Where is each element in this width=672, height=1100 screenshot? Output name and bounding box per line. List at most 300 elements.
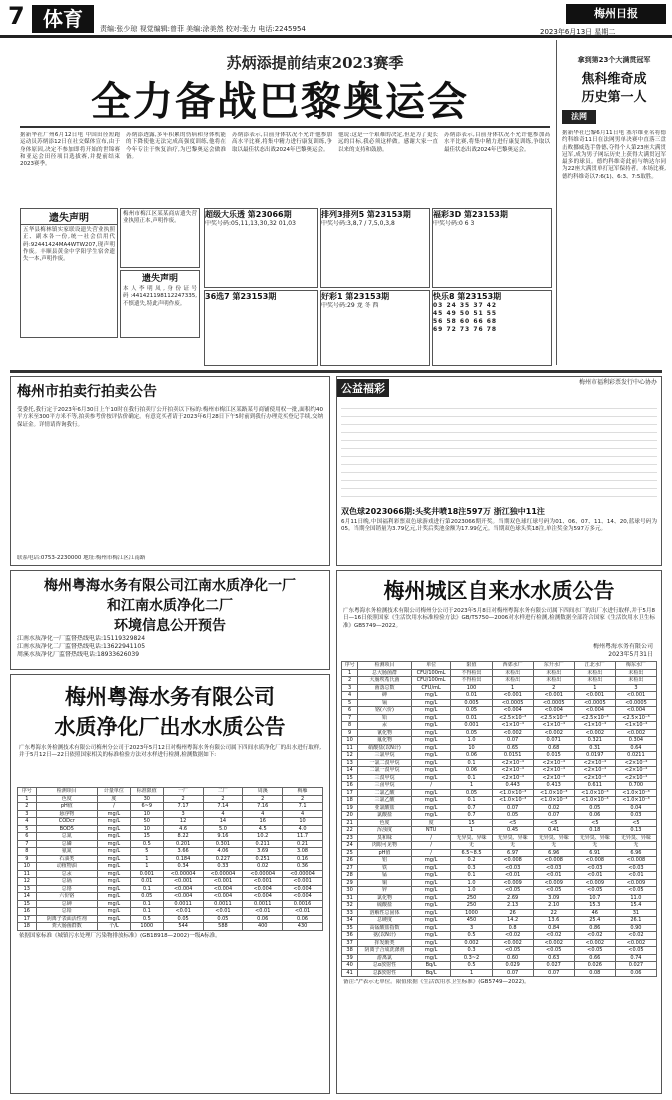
table-row — [18, 923, 323, 931]
table-cell: 28 — [342, 872, 358, 880]
table-row — [342, 924, 657, 932]
table-cell: <1×10⁻⁴ — [574, 722, 615, 730]
table-cell: mg/L — [411, 692, 451, 700]
table-cell: 1.0 — [451, 879, 492, 887]
table-cell: 无 — [615, 842, 656, 850]
table-cell: 15 — [18, 900, 37, 908]
table-cell: <0.01 — [492, 872, 533, 880]
table-cell: 0.01 — [130, 878, 163, 886]
table-cell: 7.17 — [163, 803, 203, 811]
table-cell: 0.05 — [574, 804, 615, 812]
table-cell: 未检出 — [574, 677, 615, 685]
table-cell: mg/L — [98, 915, 131, 923]
section-name: 体育 — [32, 5, 94, 33]
table-cell: <0.001 — [492, 692, 533, 700]
table-cell: 27 — [342, 864, 358, 872]
table-cell: 3 — [451, 924, 492, 932]
table-cell: 总砷 — [36, 900, 97, 908]
table-cell: <1×10⁻⁴ — [492, 722, 533, 730]
auction-notice — [10, 376, 330, 566]
sidebar-body: 据新华社巴黎6月11日电 塞尔维亚名将德约科维奇11日在法网男单决赛中直落三盘击败挪威选手鲁德,夺得个人第23座大满贯冠军,成为男子网坛历史上获得大满贯冠军最多的球员。德约科维奇此前与纳达尔同为22座大满贯单打冠军保持者。本场比赛,德约科维奇以7:6(1)、6:3、7:5取胜。 — [562, 130, 666, 180]
table-cell: 0.03 — [615, 812, 656, 820]
table-cell: 12 — [18, 878, 37, 886]
table-cell: <0.002 — [574, 939, 615, 947]
table-cell: 无 — [574, 842, 615, 850]
table-cell: 22 — [533, 909, 574, 917]
table-cell: 不得检出 — [451, 677, 492, 685]
table-cell: 一氯二溴甲烷 — [358, 759, 412, 767]
table-cell: <5 — [615, 819, 656, 827]
table-cell: 1000 — [451, 909, 492, 917]
table-cell: <2×10⁻⁴ — [574, 774, 615, 782]
table-header-cell: 周溪 — [243, 788, 283, 796]
table-cell: <0.05 — [615, 887, 656, 895]
table-cell: 11 — [18, 870, 37, 878]
table-cell: mg/L — [411, 767, 451, 775]
table-cell: <0.05 — [492, 947, 533, 955]
table-header-cell: 江北水厂 — [574, 662, 615, 670]
table-cell: <2×10⁻⁴ — [615, 767, 656, 775]
table-cell: 2.13 — [492, 902, 533, 910]
table-cell: 37 — [342, 939, 358, 947]
lottery-3d-numbers: 中奖号码:0 6 3 — [433, 220, 475, 227]
table-cell: / — [411, 782, 451, 790]
table-cell: <0.009 — [533, 879, 574, 887]
table-cell: 0.05 — [130, 893, 163, 901]
table-cell: 0.0011 — [203, 900, 243, 908]
lead-col-2: 苏炳添透露,多年积累的伤病和身体机能的下降使他无法完成高强度训练,他将在今年专注于恢复治疗,为巴黎奥运会做准备。 — [126, 132, 226, 160]
table-cell: <0.03 — [492, 864, 533, 872]
table-cell: 0.13 — [615, 827, 656, 835]
table-cell: 11.0 — [615, 894, 656, 902]
table-cell: 菌落总数 — [358, 684, 412, 692]
table-cell: <0.004 — [163, 885, 203, 893]
table-cell: 30 — [342, 887, 358, 895]
table-cell: 高锰酸盐指数 — [358, 924, 412, 932]
table-cell: 0.05 — [492, 812, 533, 820]
table-cell: CFU/mL — [411, 684, 451, 692]
editor-credits: 责编:张少琼 视觉编辑:曾菲 美编:涂美然 校对:张力 电话:2245954 — [100, 25, 306, 33]
outflow-intro: 广东粤海水务检测技术有限公司梅州分公司于2023年5月12日对梅州粤海水务有限公司属下四间水质净化厂的出水进行取样,并于5月12日—22日依照国家相关的标准检验方法对水样进行检测,检测数据如下: — [19, 745, 321, 759]
table-row — [342, 947, 657, 955]
table-row — [342, 677, 657, 685]
table-cell: mg/L — [411, 909, 451, 917]
welfare-results-table — [341, 401, 657, 501]
table-cell: / — [411, 849, 451, 857]
table-row — [342, 969, 657, 977]
table-cell: <0.05 — [574, 887, 615, 895]
table-header-cell: 单位 — [411, 662, 451, 670]
table-cell: <0.004 — [243, 885, 283, 893]
table-cell: <0.004 — [283, 885, 323, 893]
table-cell: 0.06 — [451, 767, 492, 775]
lottery-hc1-numbers: 中奖号码:29 龙 冬 西 — [321, 302, 379, 309]
table-cell: 0.66 — [574, 954, 615, 962]
table-cell: 悬浮物 — [36, 810, 97, 818]
table-cell: 10 — [130, 825, 163, 833]
table-cell: mg/L — [411, 722, 451, 730]
sidebar-title-2: 历史第一人 — [581, 90, 647, 105]
table-cell: 4 — [342, 692, 358, 700]
table-cell: 40 — [342, 962, 358, 970]
table-cell: 4 — [283, 810, 323, 818]
lottery-kl8 — [432, 290, 552, 366]
table-cell: <0.001 — [203, 878, 243, 886]
table-cell: mg/L — [411, 902, 451, 910]
table-cell: 1000 — [130, 923, 163, 931]
table-cell: 亚氯酸盐 — [358, 804, 412, 812]
table-row — [18, 848, 323, 856]
table-cell: <0.01 — [615, 872, 656, 880]
table-cell: 铁 — [358, 864, 412, 872]
table-cell: 0.026 — [574, 962, 615, 970]
table-cell: 6 — [18, 833, 37, 841]
table-cell: 1 — [130, 855, 163, 863]
table-cell: <0.001 — [283, 878, 323, 886]
table-cell: 色度 — [36, 795, 97, 803]
table-cell: 0.3~2 — [451, 954, 492, 962]
table-cell: 3 — [163, 810, 203, 818]
table-cell: <0.01 — [574, 872, 615, 880]
table-cell: <0.02 — [533, 932, 574, 940]
table-cell: 4 — [18, 818, 37, 826]
table-cell: <2×10⁻⁴ — [492, 774, 533, 782]
table-cell: 0.8 — [492, 924, 533, 932]
table-cell: 11 — [342, 744, 358, 752]
table-cell: 1 — [451, 782, 492, 790]
table-cell: 0.06 — [615, 969, 656, 977]
notice-box-2 — [120, 208, 200, 268]
env-notice — [10, 570, 330, 670]
table-cell: 三溴甲烷 — [358, 774, 412, 782]
lottery-hc1 — [320, 290, 430, 366]
table-cell: 16 — [18, 908, 37, 916]
table-cell: <1.0×10⁻³ — [574, 797, 615, 805]
table-cell: <2.5×10⁻³ — [533, 714, 574, 722]
table-cell: mg/L — [411, 932, 451, 940]
table-cell: 3 — [342, 684, 358, 692]
table-cell: <0.001 — [574, 692, 615, 700]
table-cell: 38 — [342, 947, 358, 955]
table-cell: 10 — [130, 810, 163, 818]
table-cell: mg/L — [411, 812, 451, 820]
table-cell: 0.3 — [451, 947, 492, 955]
table-cell: <0.01 — [163, 908, 203, 916]
table-row — [342, 902, 657, 910]
table-cell: 15 — [451, 819, 492, 827]
tapwater-title: 梅州城区自来水水质公告 — [383, 578, 615, 603]
lottery-kl8-row: 56 58 60 66 68 — [433, 318, 498, 325]
table-header-cell: 序号 — [342, 662, 358, 670]
table-cell: <2.5×10⁻³ — [574, 714, 615, 722]
table-cell: 0.5 — [451, 932, 492, 940]
table-cell: 未检出 — [492, 669, 533, 677]
table-cell: BOD5 — [36, 825, 97, 833]
outflow-title-2: 水质净化厂出水水质公告 — [54, 714, 286, 739]
table-cell: <1.0×10⁻³ — [574, 789, 615, 797]
table-cell: 0.5 — [130, 915, 163, 923]
table-cell: 19 — [342, 804, 358, 812]
table-cell: <0.05 — [492, 887, 533, 895]
table-cell: 无异臭、异味 — [533, 834, 574, 842]
lottery-36x7-title: 36选7 第23153期 — [205, 292, 277, 301]
table-cell: 26.1 — [615, 917, 656, 925]
table-cell: <2×10⁻⁴ — [615, 774, 656, 782]
table-cell: 0.0011 — [163, 900, 203, 908]
table-cell: 0.01 — [451, 692, 492, 700]
table-cell: 无 — [451, 842, 492, 850]
table-cell: <0.008 — [574, 857, 615, 865]
table-row — [18, 840, 323, 848]
table-cell: 铜 — [358, 879, 412, 887]
table-cell: 2 — [18, 803, 37, 811]
table-cell: 100 — [451, 684, 492, 692]
table-header-cell: 计量单位 — [98, 788, 131, 796]
table-cell: <2×10⁻⁴ — [574, 767, 615, 775]
table-cell: 39 — [342, 954, 358, 962]
table-cell: 氯化物 — [358, 894, 412, 902]
table-cell: mg/L — [411, 797, 451, 805]
table-cell: 0.06 — [283, 915, 323, 923]
table-cell: 0.05 — [163, 915, 203, 923]
table-cell: 1.0 — [451, 887, 492, 895]
env-contact: 周溪水质净化厂监督热线电话:18933626039 — [17, 651, 140, 658]
table-cell: <0.001 — [533, 692, 574, 700]
table-header-cell: 检测项目 — [358, 662, 412, 670]
table-cell: <0.002 — [615, 939, 656, 947]
lottery-kl8-row: 45 49 50 51 55 — [433, 310, 498, 317]
table-cell: 阴离子表面活性剂 — [36, 915, 97, 923]
table-cell: mg/L — [411, 917, 451, 925]
table-cell: <2×10⁻⁴ — [533, 774, 574, 782]
table-cell: <0.03 — [574, 864, 615, 872]
lottery-pl — [320, 208, 430, 288]
table-row — [18, 893, 323, 901]
table-row — [18, 833, 323, 841]
table-cell: 不得检出 — [451, 669, 492, 677]
table-cell: 0.63 — [533, 954, 574, 962]
table-cell: 0.700 — [615, 782, 656, 790]
table-cell: 阴离子合成洗涤剂 — [358, 947, 412, 955]
table-row — [342, 917, 657, 925]
table-cell: mg/L — [411, 879, 451, 887]
table-cell: 8 — [342, 722, 358, 730]
table-cell: 1.0 — [451, 737, 492, 745]
table-cell: <1.0×10⁻³ — [533, 789, 574, 797]
table-cell: mg/L — [98, 855, 131, 863]
table-cell: 0.05 — [451, 789, 492, 797]
table-cell: <0.002 — [492, 939, 533, 947]
table-cell: mg/L — [98, 900, 131, 908]
table-row — [342, 774, 657, 782]
table-row — [342, 939, 657, 947]
table-cell: 0.005 — [451, 699, 492, 707]
table-cell: 臭和味 — [358, 834, 412, 842]
lottery-hc1-title: 好彩1 第23153期 — [321, 292, 390, 301]
env-contact: 江南水质净化一厂监督热线电话:15119329824 — [17, 635, 146, 642]
table-cell: <0.002 — [533, 729, 574, 737]
table-cell: <1×10⁻⁴ — [615, 722, 656, 730]
table-cell: <0.00004 — [283, 870, 323, 878]
table-cell: 0.06 — [451, 752, 492, 760]
table-row — [342, 812, 657, 820]
table-row — [342, 887, 657, 895]
table-cell: mg/L — [411, 939, 451, 947]
table-cell: 4.5 — [243, 825, 283, 833]
lottery-kl8-row: 69 72 73 76 78 — [433, 326, 498, 333]
table-cell: 250 — [451, 894, 492, 902]
table-cell: <2×10⁻⁴ — [574, 759, 615, 767]
table-cell: 0.07 — [492, 969, 533, 977]
table-header-cell: 梅雁 — [283, 788, 323, 796]
table-cell: 0.443 — [492, 782, 533, 790]
env-contact: 江南水质净化二厂监督热线电话:13622941105 — [17, 643, 146, 650]
table-cell: mg/L — [98, 818, 131, 826]
table-cell: 0.45 — [492, 827, 533, 835]
table-cell: 0.201 — [163, 840, 203, 848]
table-cell: 588 — [203, 923, 243, 931]
table-cell: <0.03 — [533, 864, 574, 872]
table-cell: 9 — [18, 855, 37, 863]
table-cell: 未检出 — [615, 677, 656, 685]
table-cell: mg/L — [98, 893, 131, 901]
table-cell: 1 — [451, 969, 492, 977]
table-cell: 0.02 — [533, 804, 574, 812]
table-cell: 粪大肠菌群数 — [36, 923, 97, 931]
table-cell: <0.01 — [203, 908, 243, 916]
table-cell: <0.02 — [615, 932, 656, 940]
lottery-pl-numbers: 中奖号码:3,8,7 / 7,5,0,3,8 — [321, 220, 395, 227]
table-cell: 1 — [18, 795, 37, 803]
table-cell: 16 — [342, 782, 358, 790]
table-cell: mg/L — [411, 804, 451, 812]
table-cell: <0.0005 — [533, 699, 574, 707]
table-cell: 铝 — [358, 857, 412, 865]
table-cell: <0.05 — [533, 887, 574, 895]
table-cell: 0.06 — [574, 812, 615, 820]
table-cell: 25.4 — [574, 917, 615, 925]
table-row — [18, 810, 323, 818]
table-cell: 总铬 — [36, 885, 97, 893]
table-cell: 0.027 — [533, 962, 574, 970]
table-cell: mg/L — [98, 810, 131, 818]
table-cell: / — [98, 803, 131, 811]
table-cell: 0.33 — [203, 863, 243, 871]
table-cell: 0.301 — [203, 840, 243, 848]
table-cell: <0.03 — [615, 864, 656, 872]
table-cell: <2×10⁻⁴ — [533, 759, 574, 767]
table-cell: 0.304 — [615, 737, 656, 745]
table-cell: mg/L — [411, 752, 451, 760]
table-cell: <0.001 — [243, 878, 283, 886]
tapwater-date: 2023年5月31日 — [608, 651, 653, 658]
table-cell: 0.68 — [533, 744, 574, 752]
table-cell: 0.001 — [451, 722, 492, 730]
table-row — [18, 863, 323, 871]
lottery-dlt-numbers: 中奖号码:05,11,13,30,32 01,03 — [205, 220, 296, 227]
table-header-cell: 西郊水厂 — [492, 662, 533, 670]
table-cell: CFU/100mL — [411, 677, 451, 685]
table-cell: mg/L — [411, 864, 451, 872]
table-cell: 24 — [342, 842, 358, 850]
table-cell: 5 — [342, 699, 358, 707]
table-cell: <0.004 — [283, 893, 323, 901]
table-row — [342, 932, 657, 940]
table-cell: 无异臭、异味 — [451, 834, 492, 842]
table-cell: <0.009 — [574, 879, 615, 887]
table-cell: 15 — [130, 833, 163, 841]
table-row — [342, 684, 657, 692]
tapwater-intro: 广东粤海水务检测技术有限公司梅州分公司于2023年5月8日对梅州粤海水务有限公司属下四间水厂的出厂水进行取样,并于5月8日—16日依照国家《生活饮用水标准检验方法》GB/T5750—2006对水样进行检测,检测数据全部符合国家《生活饮用水卫生标准》GB5749—2022。 — [343, 608, 655, 629]
table-cell: mg/L — [411, 857, 451, 865]
table-cell: 镉 — [358, 699, 412, 707]
table-cell: 0.1 — [130, 885, 163, 893]
table-cell: mg/L — [411, 894, 451, 902]
table-cell: 0.0151 — [492, 752, 533, 760]
lottery-dlt-title: 超级大乐透 第23066期 — [205, 210, 292, 219]
table-cell: 0.413 — [533, 782, 574, 790]
table-cell: 氨氮 — [36, 848, 97, 856]
table-cell: mg/L — [98, 825, 131, 833]
table-cell: 硝酸盐(以N计) — [358, 744, 412, 752]
section-divider-1 — [10, 370, 662, 373]
table-cell: mg/L — [98, 870, 131, 878]
table-cell: mg/L — [411, 774, 451, 782]
table-cell: 4.0 — [283, 825, 323, 833]
table-cell: 0.90 — [615, 924, 656, 932]
table-cell: 无异臭、异味 — [492, 834, 533, 842]
table-cell: <0.05 — [574, 947, 615, 955]
table-cell: 6 — [342, 707, 358, 715]
table-cell: 34 — [342, 917, 358, 925]
table-cell: 氟化物 — [358, 737, 412, 745]
table-cell: <2×10⁻⁴ — [615, 759, 656, 767]
table-cell: mg/L — [411, 744, 451, 752]
table-cell: <0.001 — [615, 692, 656, 700]
welfare-body: 6月11日晚,中国福利彩票双色球游戏进行第2023066期开奖。当期双色球红球号码为01、06、07、11、14、20,蓝球号码为05。当期全国销量为3.79亿元,计奖后奖池金额为17.99亿元。当期双色球头奖18注,单注奖金为597万多元。 — [341, 519, 657, 533]
table-row — [342, 834, 657, 842]
table-cell: <0.008 — [533, 857, 574, 865]
table-cell: 0.029 — [492, 962, 533, 970]
table-cell: <0.002 — [492, 729, 533, 737]
table-cell: 三氯甲烷 — [358, 752, 412, 760]
sidebar-divider — [556, 40, 557, 365]
table-cell: 0.2 — [451, 857, 492, 865]
table-row — [342, 872, 657, 880]
table-cell: 10 — [342, 737, 358, 745]
notice-3-body: 本人李明凤,身份证号码:441421198112247335,不慎遗失,特此声明作废。 — [123, 286, 197, 307]
table-cell: 0.0011 — [243, 900, 283, 908]
table-cell: 7.16 — [243, 803, 283, 811]
table-cell: 7 — [18, 840, 37, 848]
table-cell: 14.2 — [492, 917, 533, 925]
table-cell: 未检出 — [615, 669, 656, 677]
table-cell: 15.3 — [574, 902, 615, 910]
table-cell: 动植物油 — [36, 863, 97, 871]
table-cell: 7 — [342, 714, 358, 722]
table-cell: <0.00004 — [203, 870, 243, 878]
table-cell: <0.004 — [533, 707, 574, 715]
table-row — [18, 818, 323, 826]
table-row — [342, 759, 657, 767]
table-cell: 总硬度 — [358, 917, 412, 925]
table-cell: 0.18 — [574, 827, 615, 835]
table-cell: 10 — [18, 863, 37, 871]
lead-headline: 全力备战巴黎奥运会 — [91, 79, 469, 125]
table-cell: 0.64 — [615, 744, 656, 752]
table-row — [342, 782, 657, 790]
table-cell: 8 — [18, 848, 37, 856]
